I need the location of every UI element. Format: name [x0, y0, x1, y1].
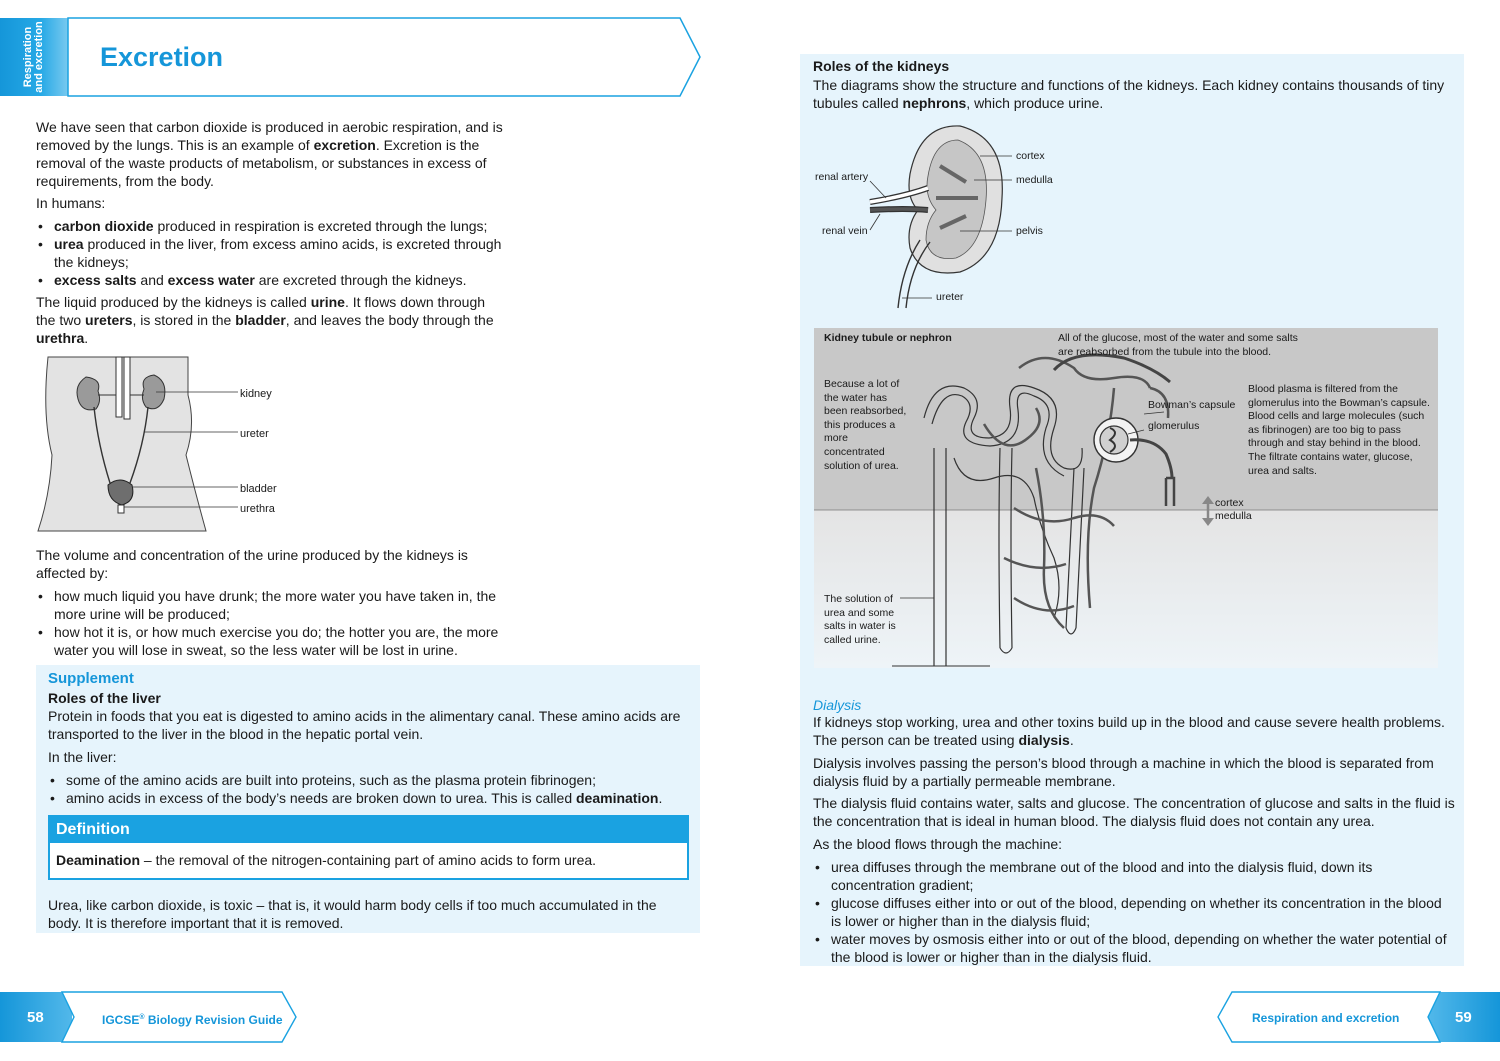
list-item: • carbon dioxide produced in respiration is excreted through the lungs; — [36, 217, 504, 235]
footer-chapter-title: Respiration and excretion — [1252, 1011, 1400, 1025]
label-ureter-kidney: ureter — [936, 291, 964, 303]
plasma-note: Blood plasma is filtered from the glomerulus into the Bowman’s capsule. Blood cells and large molecules (such as fibrinogen) are too big to pass through and stay behind in the blood. The filtrate contains water, glucose, urea and salts. — [1248, 383, 1430, 477]
list-item: • amino acids in excess of the body’s needs are broken down to urea. This is called deamination. — [48, 789, 688, 807]
list-item: • urea produced in the liver, from excess amino acids, is excreted through the kidneys; — [36, 235, 504, 271]
label-pelvis: pelvis — [1016, 225, 1043, 237]
urine-note: The solution of urea and some salts in water is called urine. — [824, 593, 896, 646]
in-humans-label: In humans: — [36, 195, 106, 211]
label-tubule-medulla: medulla — [1215, 510, 1252, 522]
page-number-left: 58 — [27, 1009, 44, 1026]
nephron-title: Kidney tubule or nephron — [824, 332, 952, 344]
kidneys-heading: Roles of the kidneys — [813, 58, 950, 74]
dialysis-paragraph-2: Dialysis involves passing the person’s blood through a machine in which the blood is separated from dialysis fluid by a partially permeable membrane. — [813, 755, 1434, 789]
label-renal-artery: renal artery — [815, 171, 869, 183]
label-urethra: urethra — [240, 503, 275, 515]
page-title: Excretion — [100, 42, 224, 72]
dialysis-list — [813, 858, 1455, 966]
dialysis-paragraph-4: As the blood flows through the machine: — [813, 836, 1063, 852]
supplement-heading: Supplement — [48, 670, 134, 687]
definition-body: Deamination – the removal of the nitrogen-containing part of amino acids to form urea. — [56, 852, 597, 868]
supplement-panel — [36, 665, 700, 933]
urine-paragraph: The liquid produced by the kidneys is called urine. It flows down through the two ureters, is stored in the bladder, and leaves the body through the urethra. — [36, 294, 494, 346]
kidney-structure-diagram — [810, 118, 1070, 313]
liver-paragraph: Protein in foods that you eat is digested to amino acids in the alimentary canal. These amino acids are transported to the liver in the blood in the hepatic portal vein. — [48, 708, 681, 742]
label-kidney: kidney — [240, 388, 272, 400]
definition-heading: Definition — [50, 817, 687, 843]
label-ureter: ureter — [240, 428, 269, 440]
volume-list — [36, 587, 504, 659]
list-item: • excess salts and excess water are excreted through the kidneys. — [36, 271, 504, 289]
page-number-right: 59 — [1455, 1009, 1472, 1026]
urea-paragraph: Urea, like carbon dioxide, is toxic – that is, it would harm body cells if too much accumulated in the body. It is therefore important that it is removed. — [48, 897, 657, 931]
in-liver-label: In the liver: — [48, 749, 117, 765]
label-cortex: cortex — [1016, 150, 1045, 162]
dialysis-paragraph-3: The dialysis fluid contains water, salts and glucose. The concentration of glucose and salts in the fluid is the concentration that is ideal in human blood. The dialysis fluid does not contain any urea. — [813, 795, 1455, 829]
label-medulla: medulla — [1016, 174, 1053, 186]
liver-list — [48, 771, 688, 807]
label-tubule-cortex: cortex — [1215, 497, 1244, 509]
list-item: • some of the amino acids are built into proteins, such as the plasma protein fibrinogen; — [48, 771, 688, 789]
list-item: • how much liquid you have drunk; the more water you have taken in, the more urine will be produced; — [36, 587, 504, 623]
dialysis-heading: Dialysis — [813, 697, 862, 713]
liver-subheading: Roles of the liver — [48, 690, 161, 706]
humans-list — [36, 217, 504, 289]
dialysis-paragraph-1: If kidneys stop working, urea and other toxins build up in the blood and cause severe health problems. The person can be treated using dialysis. — [813, 714, 1445, 748]
definition-box — [48, 815, 689, 880]
volume-paragraph: The volume and concentration of the urine produced by the kidneys is affected by: — [36, 547, 468, 581]
label-glomerulus: glomerulus — [1148, 420, 1200, 432]
list-item: • urea diffuses through the membrane out of the blood and into the dialysis fluid, down its concentration gradient; — [813, 858, 1455, 894]
label-bowmans-capsule: Bowman’s capsule — [1148, 399, 1236, 411]
reabsorb-note: All of the glucose, most of the water and some salts are reabsorbed from the tubule into the blood. — [1058, 332, 1298, 358]
list-item: • glucose diffuses either into or out of the blood, depending on whether its concentration in the blood is lower or higher than in the dialysis fluid; — [813, 894, 1455, 930]
label-bladder: bladder — [240, 483, 277, 495]
footer-book-title: IGCSE® Biology Revision Guide — [102, 1013, 283, 1027]
list-item: • water moves by osmosis either into or out of the blood, depending on whether the water potential of the blood is lower or higher than in the dialysis fluid. — [813, 930, 1455, 966]
kidneys-intro: The diagrams show the structure and functions of the kidneys. Each kidney contains thousands of tiny tubules called nephrons, which produce urine. — [813, 77, 1445, 111]
intro-paragraph: We have seen that carbon dioxide is produced in aerobic respiration, and is removed by the lungs. This is an example of excretion. Excretion is the removal of the waste products of metabolism, or substances in excess of requirements, from the body. — [36, 119, 503, 189]
list-item: • how hot it is, or how much exercise you do; the hotter you are, the more water you will lose in sweat, so the less water will be lost in urine. — [36, 623, 504, 659]
label-renal-vein: renal vein — [822, 225, 868, 237]
section-side-tab-label: Respiration and excretion — [22, 21, 45, 93]
water-note: Because a lot of the water has been reabsorbed, this produces a more concentrated solution of urea. — [824, 378, 907, 472]
